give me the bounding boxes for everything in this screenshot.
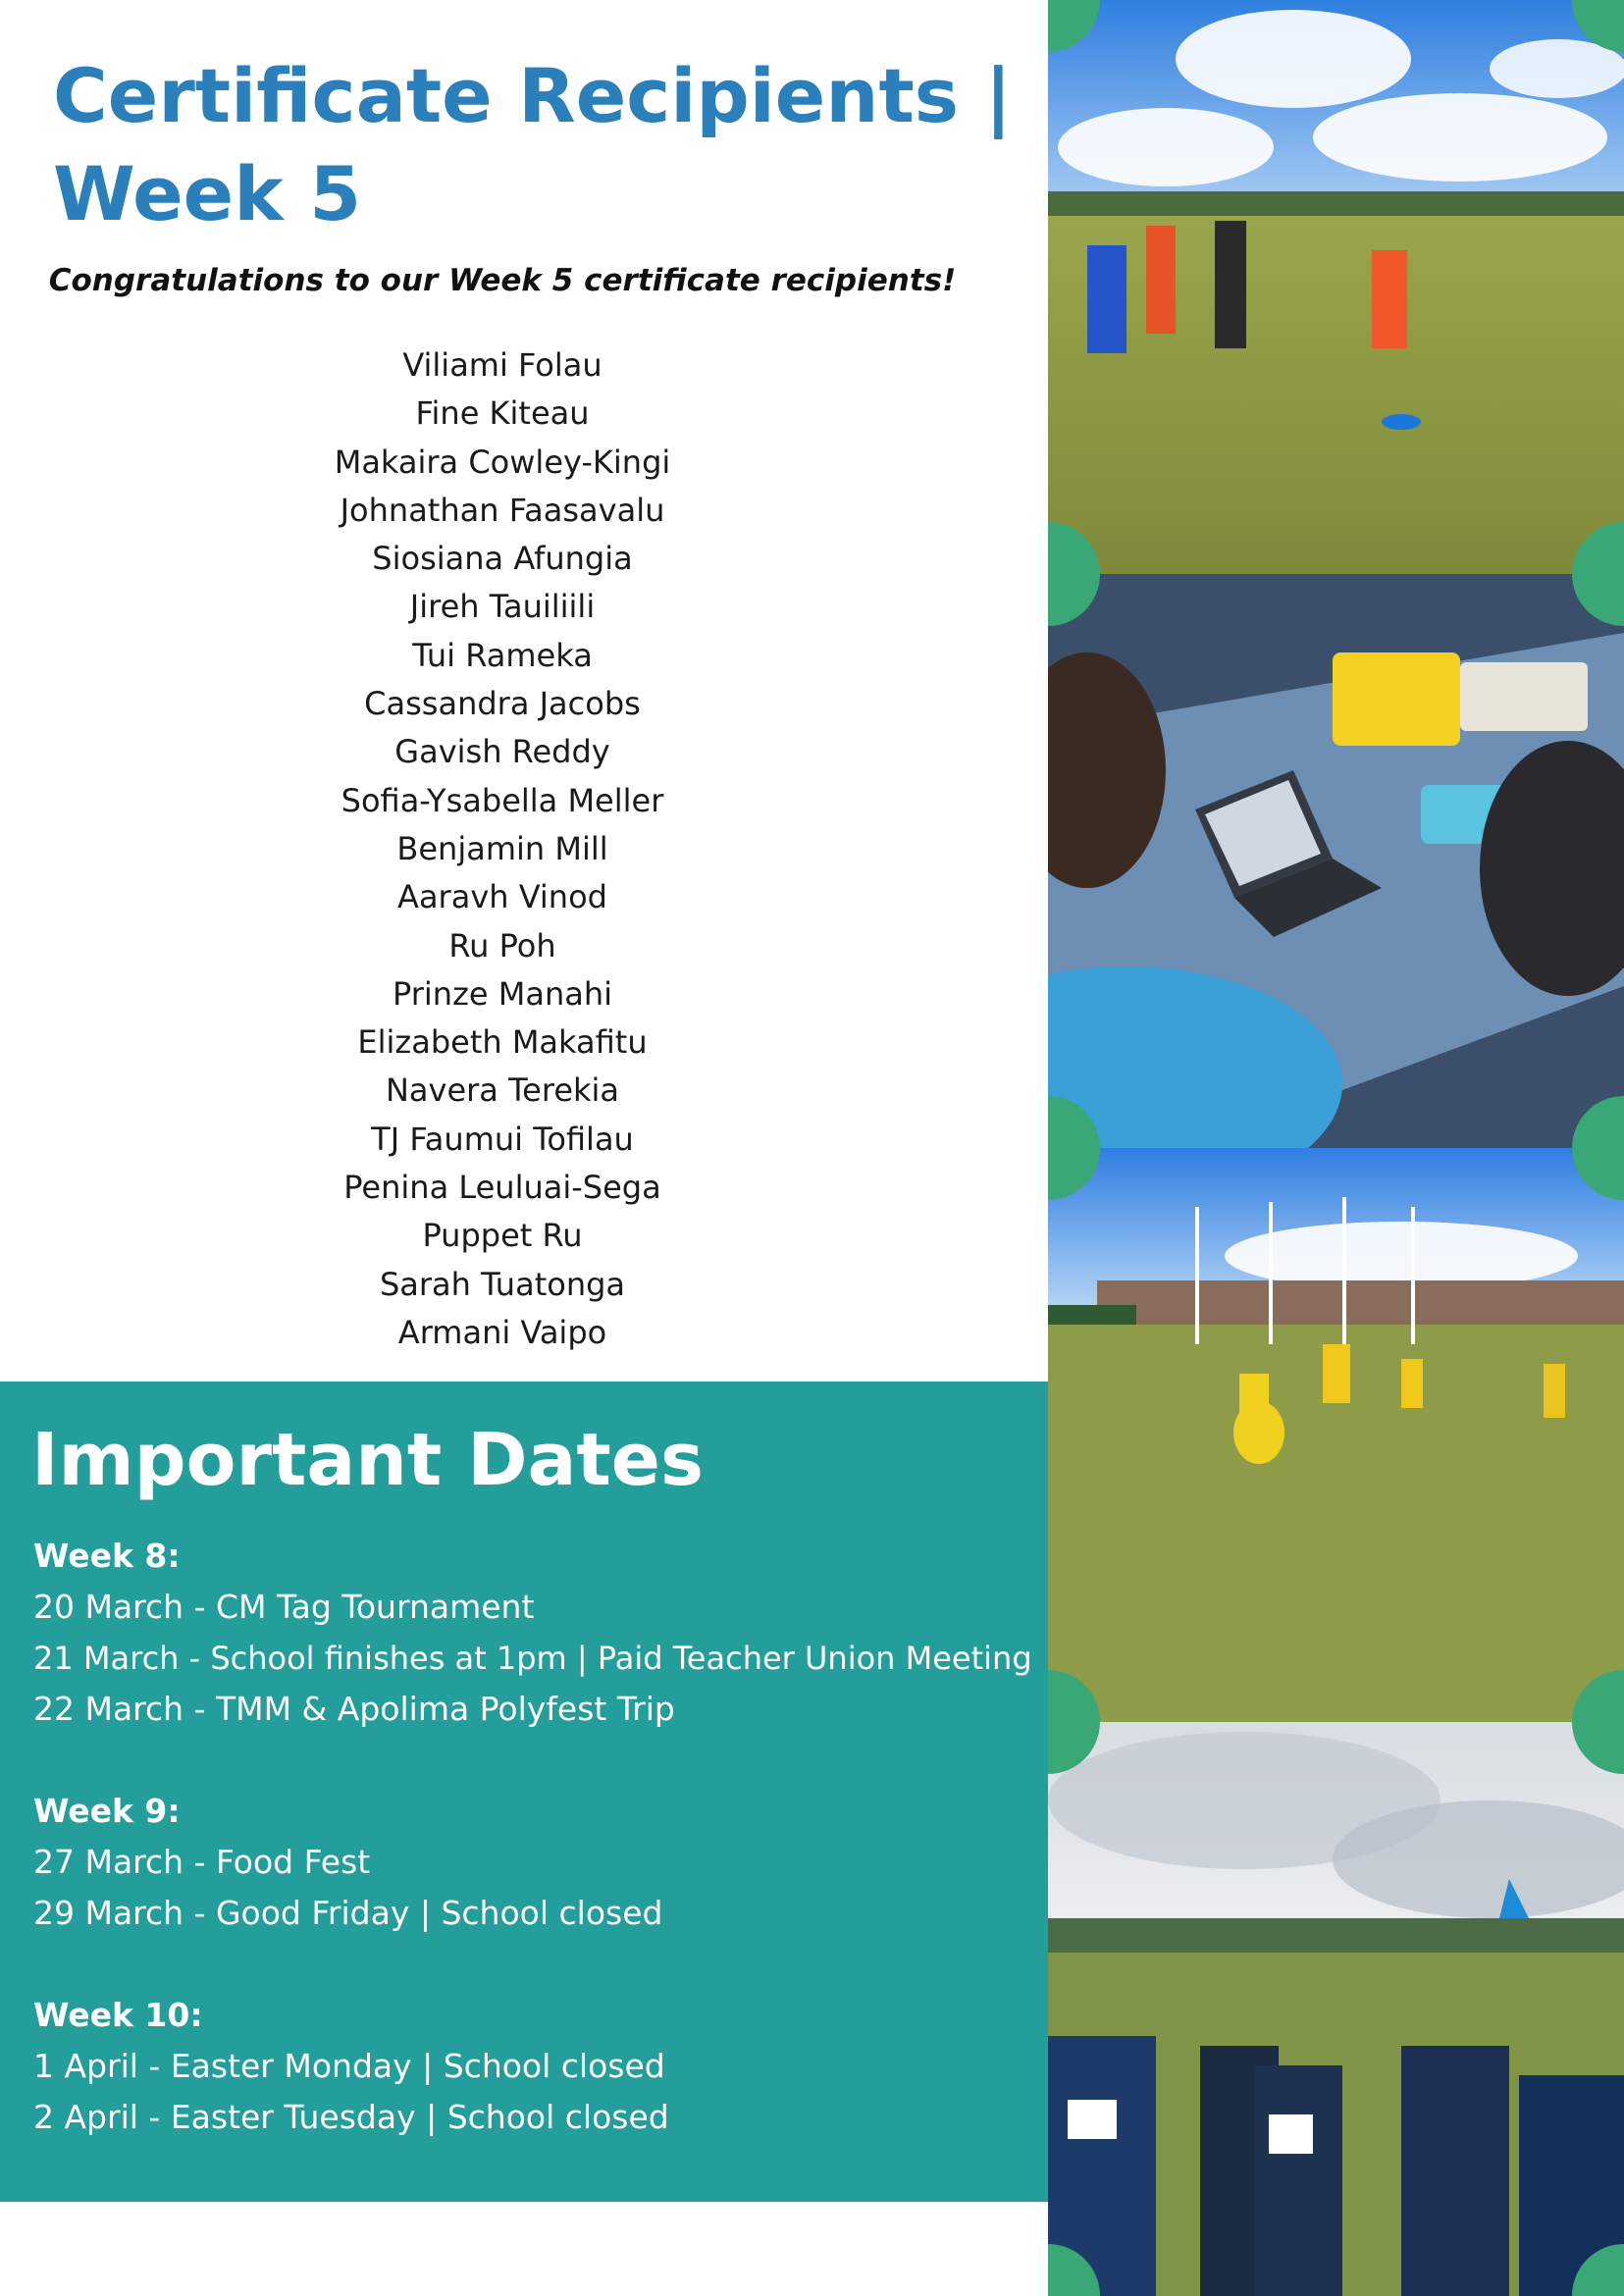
photo-field-games [1048,0,1624,574]
recipient-name: Armani Vaipo [397,1313,607,1351]
recipient-name: Elizabeth Makafitu [357,1023,648,1062]
recipient-name: Benjamin Mill [396,829,608,867]
page-title [53,47,1034,243]
important-dates-panel [0,1382,1048,2202]
title-line-1: Certificate Recipients | [53,52,1013,139]
photo-robotics-image [1048,574,1624,1148]
week-heading: Week 9: [33,1792,181,1830]
recipient-name: Navera Terekia [385,1071,620,1110]
recipient-name: Sofia-Ysabella Meller [341,781,664,819]
date-event: 20 March - CM Tag Tournament [33,1588,535,1626]
subtitle: Congratulations to our Week 5 certificate recipients! [48,263,957,298]
date-event: 22 March - TMM & Apolima Polyfest Trip [33,1690,675,1728]
recipient-name: TJ Faumui Tofilau [371,1120,634,1158]
date-event: 2 April - Easter Tuesday | School closed [33,2098,669,2136]
recipient-name: Gavish Reddy [394,733,610,771]
date-event: 1 April - Easter Monday | School closed [33,2047,665,2085]
date-event: 21 March - School finishes at 1pm | Paid Teacher Union Meeting [33,1640,1032,1677]
week-8-section [33,1531,1048,1735]
photo-cross-country [1048,1722,1624,2296]
recipient-name: Cassandra Jacobs [364,685,641,723]
recipient-name: Ru Poh [448,926,556,965]
recipient-list [0,341,1005,1357]
recipient-name: Viliami Folau [402,346,602,384]
recipient-name: Fine Kiteau [415,394,590,433]
week-heading: Week 8: [33,1537,181,1575]
photo-strip [1048,0,1624,2296]
recipient-name: Makaira Cowley-Kingi [334,443,671,481]
recipient-name: Sarah Tuatonga [379,1265,626,1303]
recipient-name: Prinze Manahi [393,974,612,1013]
recipient-name: Aaravh Vinod [397,878,607,916]
photo-cross-country-image [1048,1722,1624,2296]
photo-field-games-image [1048,0,1624,574]
photo-tag-game-image [1048,1148,1624,1722]
week-10-section [33,1990,1048,2143]
recipient-name: Tui Rameka [412,636,593,674]
photo-robotics [1048,574,1624,1148]
recipient-name: Johnathan Faasavalu [340,491,665,529]
recipient-name: Siosiana Afungia [372,540,633,578]
title-line-2: Week 5 [53,150,362,237]
recipient-name: Puppet Ru [422,1217,583,1255]
recipient-name: Penina Leuluai-Sega [343,1169,661,1207]
date-event: 29 March - Good Friday | School closed [33,1894,663,1932]
photo-tag-game [1048,1148,1624,1722]
week-9-section [33,1786,1048,1939]
week-heading: Week 10: [33,1996,203,2034]
important-dates-heading: Important Dates [31,1418,705,1502]
recipient-name: Jireh Tauiliili [409,588,596,626]
date-event: 27 March - Food Fest [33,1843,371,1881]
